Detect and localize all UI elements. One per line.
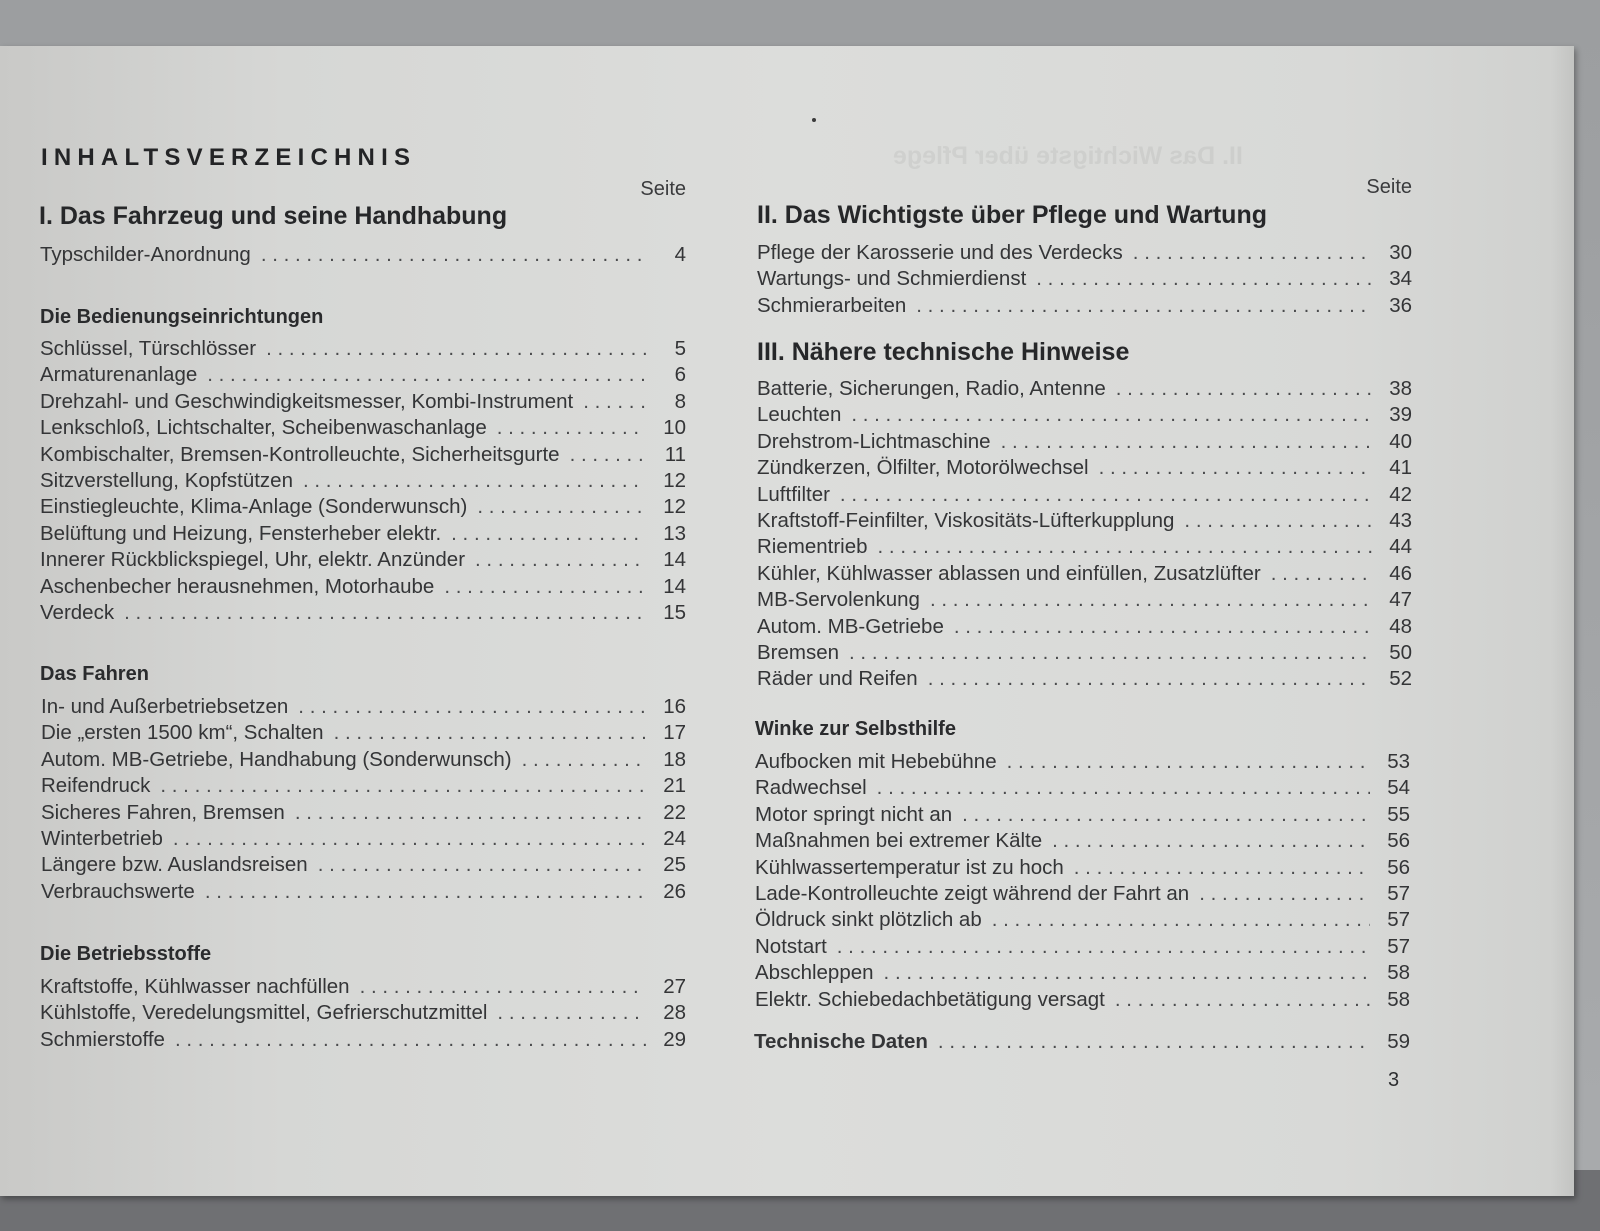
- toc-entry-page: 4: [674, 243, 686, 266]
- toc-entry-title: Technische Daten: [754, 1030, 928, 1053]
- toc-entry-page: 10: [663, 416, 686, 440]
- toc-entry-page: 18: [663, 747, 686, 771]
- toc-entry-page: 38: [1389, 377, 1412, 400]
- toc-entry-page: 21: [663, 774, 686, 798]
- toc-entry-page: 8: [674, 389, 686, 413]
- toc-entry: [41, 800, 686, 826]
- toc-entry-title: Elektr. Schiebedachbetätigung versagt: [755, 987, 1105, 1011]
- dot-leader: [1036, 266, 1372, 292]
- section-3-list: [757, 376, 1412, 693]
- section-1-title: I. Das Fahrzeug und seine Handhabung: [39, 202, 508, 230]
- toc-entry-page: 11: [664, 442, 686, 466]
- dot-leader: [266, 336, 646, 362]
- toc-entry: [41, 720, 686, 746]
- dot-leader: [938, 1029, 1370, 1055]
- toc-entry: [757, 561, 1412, 587]
- toc-entry-page: 48: [1389, 614, 1412, 638]
- toc-entry-title: Aufbocken mit Hebebühne: [755, 750, 997, 773]
- dot-leader: [1271, 561, 1372, 587]
- toc-entry: [757, 614, 1412, 640]
- section-2-title: II. Das Wichtigste über Pflege und Wartung: [757, 201, 1267, 229]
- toc-entry: [41, 826, 686, 852]
- dot-leader: [124, 600, 646, 626]
- dot-leader: [992, 907, 1370, 933]
- toc-entry: [40, 974, 686, 1000]
- toc-entry: [40, 362, 686, 388]
- toc-entry-title: Sicheres Fahren, Bremsen: [41, 800, 285, 824]
- toc-entry: [40, 574, 686, 600]
- toc-entry-page: 53: [1387, 750, 1410, 773]
- dot-leader: [303, 468, 646, 494]
- dot-leader: [205, 879, 646, 905]
- document-page: [0, 46, 1574, 1196]
- toc-entry-title: Reifendruck: [41, 774, 151, 798]
- dot-leader: [930, 587, 1372, 613]
- toc-entry-title: Schmierstoffe: [40, 1027, 165, 1051]
- toc-entry-page: 16: [663, 695, 686, 718]
- toc-entry: [40, 468, 686, 494]
- toc-entry-page: 34: [1389, 267, 1412, 291]
- toc-entry-title: Verdeck: [40, 600, 115, 624]
- toc-entry-title: Riementrieb: [757, 535, 868, 559]
- toc-entry-page: 52: [1389, 667, 1412, 691]
- toc-entry-title: Radwechsel: [755, 776, 867, 800]
- toc-entry-page: 28: [663, 1001, 686, 1025]
- dot-leader: [1052, 828, 1370, 854]
- dot-leader: [583, 389, 646, 415]
- toc-entry-title: Pflege der Karosserie und des Verdecks: [757, 241, 1123, 264]
- toc-entry: [40, 1027, 686, 1053]
- toc-entry-page: 58: [1387, 987, 1410, 1011]
- toc-entry: [757, 376, 1412, 402]
- toc-entry: [757, 293, 1412, 319]
- fahren-heading: Das Fahren: [40, 663, 149, 685]
- toc-entry: [40, 336, 686, 362]
- dot-leader: [475, 547, 646, 573]
- toc-entry-page: 6: [674, 363, 686, 387]
- toc-entry-page: 12: [663, 495, 686, 519]
- dot-leader: [1116, 376, 1372, 402]
- dot-leader: [1001, 429, 1372, 455]
- dot-leader: [1184, 508, 1372, 534]
- toc-entry-title: Luftfilter: [757, 482, 830, 506]
- toc-entry-title: Maßnahmen bei extremer Kälte: [755, 829, 1043, 853]
- dot-leader: [522, 747, 646, 773]
- toc-entry-page: 27: [663, 975, 686, 998]
- toc-entry: [41, 747, 686, 773]
- toc-entry-title: Kraftstoffe, Kühlwasser nachfüllen: [40, 975, 350, 998]
- toc-entry: [755, 987, 1410, 1013]
- toc-entry-title: Innerer Rückblickspiegel, Uhr, elektr. Anzünder: [40, 548, 466, 572]
- toc-entry-page: 55: [1387, 802, 1410, 826]
- print-speck: [812, 118, 816, 122]
- toc-entry-title: Drehzahl- und Geschwindigkeitsmesser, Kombi-Instrument: [40, 389, 574, 413]
- toc-entry-page: 24: [663, 826, 686, 850]
- dot-leader: [1133, 240, 1372, 266]
- toc-entry-page: 14: [663, 548, 686, 572]
- toc-entry: [757, 640, 1412, 666]
- toc-entry-page: 54: [1387, 776, 1410, 800]
- dot-leader: [261, 242, 646, 268]
- dot-leader: [295, 800, 646, 826]
- toc-entry-page: 50: [1389, 640, 1412, 664]
- toc-entry: [41, 852, 686, 878]
- dot-leader: [928, 666, 1372, 692]
- toc-entry: [40, 415, 686, 441]
- dot-leader: [1099, 455, 1372, 481]
- dot-leader: [840, 482, 1372, 508]
- toc-entry-title: Zündkerzen, Ölfilter, Motorölwechsel: [757, 456, 1089, 480]
- toc-entry-title: Schlüssel, Türschlösser: [40, 337, 257, 360]
- toc-entry-title: Motor springt nicht an: [755, 802, 953, 826]
- dot-leader: [173, 826, 646, 852]
- dot-leader: [570, 442, 646, 468]
- toc-entry-title: Öldruck sinkt plötzlich ab: [755, 908, 982, 932]
- toc-entry: [757, 429, 1412, 455]
- toc-entry-page: 5: [674, 337, 686, 360]
- toc-entry-title: Armaturenanlage: [40, 363, 198, 387]
- toc-entry-page: 57: [1387, 908, 1410, 932]
- toc-entry-title: Einstiegleuchte, Klima-Anlage (Sonderwunsch): [40, 495, 468, 519]
- dot-leader: [878, 534, 1372, 560]
- toc-entry: [757, 266, 1412, 292]
- toc-entry: [757, 666, 1412, 692]
- toc-entry-title: Sitzverstellung, Kopfstützen: [40, 468, 293, 492]
- dot-leader: [175, 1027, 646, 1053]
- toc-entry: [757, 455, 1412, 481]
- toc-entry-title: Lade-Kontrolleuchte zeigt während der Fahrt an: [755, 881, 1190, 905]
- toc-entry-title: In- und Außerbetriebsetzen: [41, 695, 289, 718]
- toc-entry-title: Winterbetrieb: [41, 826, 163, 850]
- toc-entry-page: 17: [663, 721, 686, 745]
- toc-entry-page: 26: [663, 879, 686, 903]
- toc-entry-page: 22: [663, 800, 686, 824]
- toc-entry: [41, 879, 686, 905]
- toc-entry-title: Schmierarbeiten: [757, 293, 907, 317]
- toc-entry-title: Aschenbecher herausnehmen, Motorhaube: [40, 574, 435, 598]
- dot-leader: [837, 934, 1370, 960]
- toc-entry-title: Notstart: [755, 934, 827, 958]
- toc-entry: [757, 534, 1412, 560]
- toc-entry-title: Lenkschloß, Lichtschalter, Scheibenwaschanlage: [40, 416, 487, 440]
- seite-label-left: Seite: [640, 178, 686, 200]
- toc-entry: [757, 587, 1412, 613]
- toc-entry: [755, 749, 1410, 775]
- toc-entry-page: 25: [663, 853, 686, 877]
- toc-entry-page: 30: [1389, 241, 1412, 264]
- toc-entry-title: Kühlstoffe, Veredelungsmittel, Gefrierschutzmittel: [40, 1001, 488, 1025]
- section-3-title: III. Nähere technische Hinweise: [757, 338, 1130, 366]
- toc-entry: [41, 694, 686, 720]
- toc-entry: [755, 802, 1410, 828]
- bedienung-list: [40, 336, 686, 626]
- toc-entry-title: Drehstrom-Lichtmaschine: [757, 429, 991, 453]
- toc-entry: [755, 960, 1410, 986]
- toc-entry-page: 57: [1387, 934, 1410, 958]
- toc-entry: [755, 934, 1410, 960]
- toc-entry: [757, 402, 1412, 428]
- toc-entry-page: 36: [1389, 293, 1412, 317]
- toc-entry-page: 12: [663, 468, 686, 492]
- toc-entry: [40, 442, 686, 468]
- toc-entry: [40, 242, 686, 268]
- dot-leader: [954, 614, 1372, 640]
- dot-leader: [360, 974, 646, 1000]
- toc-entry: [755, 907, 1410, 933]
- dot-leader: [318, 852, 646, 878]
- toc-entry-title: Räder und Reifen: [757, 667, 918, 691]
- toc-entry-title: MB-Servolenkung: [757, 588, 920, 612]
- dot-leader: [497, 1000, 646, 1026]
- toc-entry: [755, 775, 1410, 801]
- betrieb-list: [40, 974, 686, 1053]
- seite-label-right: Seite: [1366, 176, 1412, 198]
- toc-entry-title: Kühlwassertemperatur ist zu hoch: [755, 855, 1064, 879]
- toc-entry-page: 56: [1387, 855, 1410, 879]
- toc-entry: [757, 482, 1412, 508]
- page-edge-shadow: [1550, 46, 1574, 1196]
- page-title: INHALTSVERZEICHNIS: [41, 144, 417, 171]
- toc-entry: [40, 600, 686, 626]
- toc-entry-page: 41: [1389, 456, 1412, 480]
- toc-entry: [40, 389, 686, 415]
- toc-entry-title: Abschleppen: [755, 961, 874, 985]
- dot-leader: [451, 521, 646, 547]
- toc-entry-page: 14: [663, 574, 686, 598]
- toc-entry-page: 56: [1387, 829, 1410, 853]
- toc-entry: [757, 240, 1412, 266]
- dot-leader: [160, 773, 646, 799]
- fahren-list: [41, 694, 686, 905]
- show-through-text: II. Das Wichtigste über Pflege: [893, 142, 1243, 170]
- toc-entry: [754, 1029, 1410, 1055]
- toc-entry-page: 44: [1389, 535, 1412, 559]
- toc-entry-title: Belüftung und Heizung, Fensterheber elektr.: [40, 521, 442, 545]
- toc-entry-title: Autom. MB-Getriebe: [757, 614, 944, 638]
- toc-entry-page: 59: [1387, 1030, 1410, 1053]
- dot-leader: [1007, 749, 1370, 775]
- toc-entry-page: 43: [1389, 508, 1412, 532]
- toc-entry: [41, 773, 686, 799]
- bedienung-heading: Die Bedienungseinrichtungen: [40, 306, 324, 328]
- toc-entry-title: Leuchten: [757, 403, 842, 427]
- dot-leader: [962, 802, 1370, 828]
- toc-entry-page: 13: [663, 521, 686, 545]
- toc-entry-title: Die „ersten 1500 km“, Schalten: [41, 721, 324, 745]
- dot-leader: [1074, 855, 1370, 881]
- section-2-list: [757, 240, 1412, 319]
- dot-leader: [1115, 987, 1370, 1013]
- toc-entry-page: 47: [1389, 588, 1412, 612]
- dot-leader: [444, 574, 646, 600]
- toc-entry-page: 58: [1387, 961, 1410, 985]
- toc-entry-title: Batterie, Sicherungen, Radio, Antenne: [757, 377, 1106, 400]
- dot-leader: [298, 694, 646, 720]
- toc-entry: [40, 521, 686, 547]
- toc-entry-title: Kühler, Kühlwasser ablassen und einfüllen, Zusatzlüfter: [757, 561, 1261, 585]
- toc-entry-title: Typschilder-Anordnung: [40, 243, 251, 266]
- dot-leader: [1199, 881, 1370, 907]
- toc-entry-title: Kombischalter, Bremsen-Kontrolleuchte, Sicherheitsgurte: [40, 442, 560, 466]
- dot-leader: [884, 960, 1370, 986]
- toc-entry: [40, 1000, 686, 1026]
- toc-entry-page: 39: [1389, 403, 1412, 427]
- toc-entry-title: Längere bzw. Auslandsreisen: [41, 853, 308, 877]
- toc-entry-page: 57: [1387, 881, 1410, 905]
- toc-entry-page: 40: [1389, 429, 1412, 453]
- dot-leader: [849, 640, 1372, 666]
- winke-list: [755, 749, 1410, 1013]
- dot-leader: [497, 415, 646, 441]
- toc-entry: [755, 855, 1410, 881]
- toc-entry-title: Verbrauchswerte: [41, 879, 195, 903]
- toc-entry-page: 15: [663, 600, 686, 624]
- dot-leader: [851, 402, 1372, 428]
- dot-leader: [916, 293, 1372, 319]
- toc-entry-title: Autom. MB-Getriebe, Handhabung (Sonderwunsch): [41, 747, 512, 771]
- page-number: 3: [1388, 1069, 1400, 1091]
- toc-entry: [757, 508, 1412, 534]
- dot-leader: [334, 720, 646, 746]
- toc-entry: [755, 881, 1410, 907]
- technische-daten-list: [754, 1029, 1410, 1055]
- dot-leader: [877, 775, 1370, 801]
- toc-entry: [40, 547, 686, 573]
- toc-entry-page: 29: [663, 1027, 686, 1051]
- dot-leader: [477, 494, 646, 520]
- dot-leader: [207, 362, 646, 388]
- betrieb-heading: Die Betriebsstoffe: [40, 943, 212, 965]
- toc-entry-page: 42: [1389, 482, 1412, 506]
- toc-entry-title: Wartungs- und Schmierdienst: [757, 267, 1027, 291]
- winke-heading: Winke zur Selbsthilfe: [755, 718, 956, 740]
- section-1-list: [40, 242, 686, 268]
- toc-entry: [755, 828, 1410, 854]
- toc-entry-title: Bremsen: [757, 640, 840, 664]
- toc-entry-title: Kraftstoff-Feinfilter, Viskositäts-Lüfterkupplung: [757, 508, 1175, 532]
- toc-entry-page: 46: [1389, 561, 1412, 585]
- toc-entry: [40, 494, 686, 520]
